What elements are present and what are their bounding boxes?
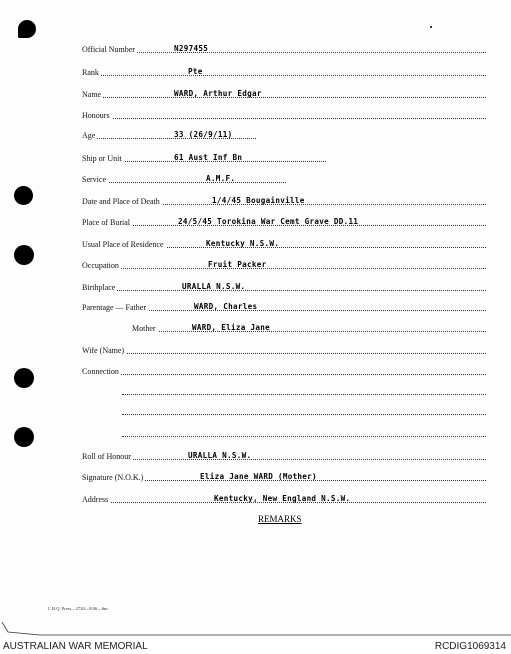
field-wife: Wife (Name) bbox=[82, 342, 486, 356]
field-usual-residence: Usual Place of Residence Kentucky N.S.W. bbox=[82, 236, 486, 250]
field-date-place-death: Date and Place of Death 1/4/45 Bougainville bbox=[82, 193, 486, 207]
footer-institution: AUSTRALIAN WAR MEMORIAL bbox=[3, 641, 148, 652]
field-address: Address Kentucky, New England N.S.W. bbox=[82, 491, 486, 505]
footer-record-id: RCDIG1069314 bbox=[434, 641, 506, 652]
field-place-of-burial: Place of Burial 24/5/45 Torokina War Cemt Grave DD.11 bbox=[82, 214, 486, 228]
unit-value: 61 Aust Inf Bn bbox=[174, 153, 243, 162]
field-rank: Rank Pte bbox=[82, 64, 486, 78]
age-value: 33 (26/9/11) bbox=[174, 130, 233, 139]
punch-hole bbox=[14, 427, 34, 447]
connection-line bbox=[122, 403, 486, 417]
archive-footer bbox=[0, 638, 511, 654]
printer-imprint: L.H.Q. Press—2720—8/46—6m. bbox=[48, 606, 109, 611]
field-father: Parentage — Father WARD, Charles bbox=[82, 299, 486, 313]
date-place-death-value: 1/4/45 Bougainville bbox=[212, 196, 305, 205]
rank-value: Pte bbox=[188, 67, 203, 76]
occupation-value: Fruit Packer bbox=[208, 260, 267, 269]
field-birthplace: Birthplace URALLA N.S.W. bbox=[82, 279, 486, 293]
field-service: Service A.M.F. bbox=[82, 171, 486, 185]
field-honours: Honours bbox=[82, 107, 486, 121]
punch-hole bbox=[18, 20, 36, 38]
connection-line bbox=[122, 383, 486, 397]
address-value: Kentucky, New England N.S.W. bbox=[214, 494, 351, 503]
field-mother: Mother WARD, Eliza Jane bbox=[132, 320, 486, 334]
remarks-heading: REMARKS bbox=[258, 514, 302, 524]
connection-line bbox=[122, 425, 486, 439]
name-value: WARD, Arthur Edgar bbox=[174, 89, 262, 98]
field-occupation: Occupation Fruit Packer bbox=[82, 257, 486, 271]
birthplace-value: URALLA N.S.W. bbox=[182, 282, 246, 291]
field-ship-or-unit: Ship or Unit 61 Aust Inf Bn bbox=[82, 150, 486, 164]
page-edge bbox=[0, 622, 511, 638]
official-number-value: N297455 bbox=[174, 44, 209, 53]
father-value: WARD, Charles bbox=[194, 302, 258, 311]
field-connection: Connection bbox=[82, 363, 486, 377]
burial-value: 24/5/45 Torokina War Cemt Grave DD.11 bbox=[178, 217, 359, 226]
residence-value: Kentucky N.S.W. bbox=[206, 239, 280, 248]
punch-hole bbox=[14, 245, 34, 265]
signature-value: Eliza Jane WARD (Mother) bbox=[200, 472, 317, 481]
ink-mark bbox=[430, 26, 432, 28]
field-official-number: Official Number N297455 bbox=[82, 41, 486, 55]
field-age: Age 33 (26/9/11) bbox=[82, 127, 486, 141]
field-roll-of-honour: Roll of Honour URALLA N.S.W. bbox=[82, 448, 486, 462]
service-value: A.M.F. bbox=[206, 174, 236, 183]
mother-value: WARD, Eliza Jane bbox=[192, 323, 270, 332]
field-name: Name WARD, Arthur Edgar bbox=[82, 86, 486, 100]
roll-of-honour-value: URALLA N.S.W. bbox=[188, 451, 252, 460]
punch-hole bbox=[14, 186, 33, 205]
punch-hole bbox=[14, 368, 34, 388]
field-signature: Signature (N.O.K.) Eliza Jane WARD (Mother) bbox=[82, 469, 486, 483]
